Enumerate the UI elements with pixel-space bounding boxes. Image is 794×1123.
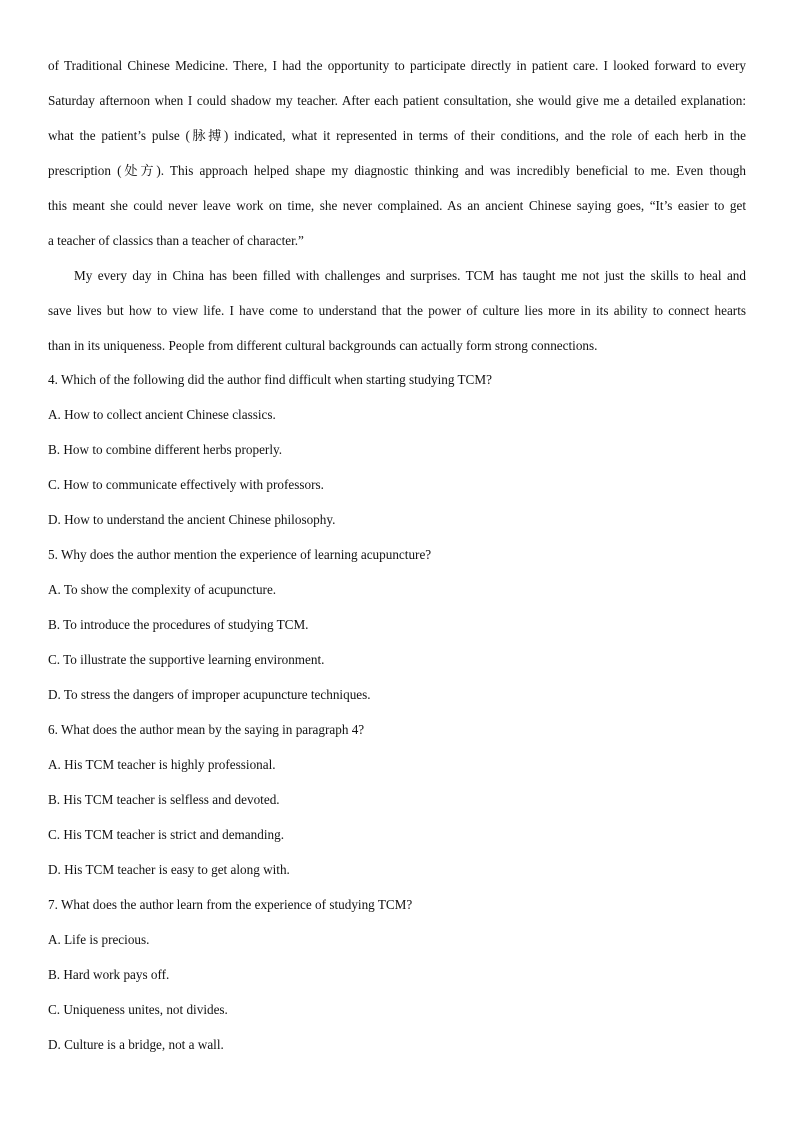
answer-option: A. His TCM teacher is highly professional. — [48, 757, 276, 772]
answer-option: C. How to communicate effectively with professors. — [48, 477, 324, 492]
answer-option: C. His TCM teacher is strict and demanding. — [48, 827, 284, 842]
question-6 — [48, 712, 746, 887]
paragraph-line: Saturday afternoon when I could shadow my teacher. After each patient consultation, she would give me a detailed explanation: — [48, 93, 746, 108]
question-4 — [48, 362, 746, 537]
answer-option: D. Culture is a bridge, not a wall. — [48, 1037, 224, 1052]
question-stem: 6. What does the author mean by the saying in paragraph 4? — [48, 722, 365, 737]
paragraph-line: My every day in China has been filled with challenges and surprises. TCM has taught me not just the skills to heal and — [74, 268, 746, 283]
answer-option: B. Hard work pays off. — [48, 967, 170, 982]
paragraph-line: save lives but how to view life. I have come to understand that the power of culture lies more in its ability to connect hearts — [48, 303, 746, 318]
paragraph-line: of Traditional Chinese Medicine. There, I had the opportunity to participate directly in patient care. I looked forward to every — [48, 58, 746, 73]
question-stem: 4. Which of the following did the author find difficult when starting studying TCM? — [48, 372, 492, 387]
paragraph-line: what the patient’s pulse (脉搏) indicated, what it represented in terms of their conditions, and the role of each herb in the — [48, 128, 746, 143]
question-stem: 5. Why does the author mention the experience of learning acupuncture? — [48, 547, 432, 562]
question-stem: 7. What does the author learn from the experience of studying TCM? — [48, 897, 413, 912]
answer-option: C. To illustrate the supportive learning environment. — [48, 652, 325, 667]
paragraph-line: a teacher of classics than a teacher of character.” — [48, 233, 304, 248]
answer-option: A. Life is precious. — [48, 932, 150, 947]
answer-option: D. How to understand the ancient Chinese philosophy. — [48, 512, 336, 527]
paragraph-life-in-china — [48, 258, 746, 363]
answer-option: D. His TCM teacher is easy to get along with. — [48, 862, 290, 877]
question-5 — [48, 537, 746, 712]
answer-option: B. To introduce the procedures of studying TCM. — [48, 617, 309, 632]
answer-option: A. To show the complexity of acupuncture. — [48, 582, 277, 597]
paragraph-line: than in its uniqueness. People from different cultural backgrounds can actually form strong connections. — [48, 338, 598, 353]
paragraph-line: prescription (处方). This approach helped shape my diagnostic thinking and was incredibly beneficial to me. Even though — [48, 163, 746, 178]
paragraph-teacher-story — [48, 48, 746, 258]
answer-option: C. Uniqueness unites, not divides. — [48, 1002, 228, 1017]
answer-option: B. His TCM teacher is selfless and devoted. — [48, 792, 280, 807]
paragraph-line: this meant she could never leave work on time, she never complained. As an ancient Chinese saying goes, “It’s easier to get — [48, 198, 746, 213]
question-list — [48, 362, 746, 1062]
answer-option: B. How to combine different herbs properly. — [48, 442, 283, 457]
answer-option: D. To stress the dangers of improper acupuncture techniques. — [48, 687, 371, 702]
answer-option: A. How to collect ancient Chinese classics. — [48, 407, 276, 422]
question-7 — [48, 887, 746, 1062]
